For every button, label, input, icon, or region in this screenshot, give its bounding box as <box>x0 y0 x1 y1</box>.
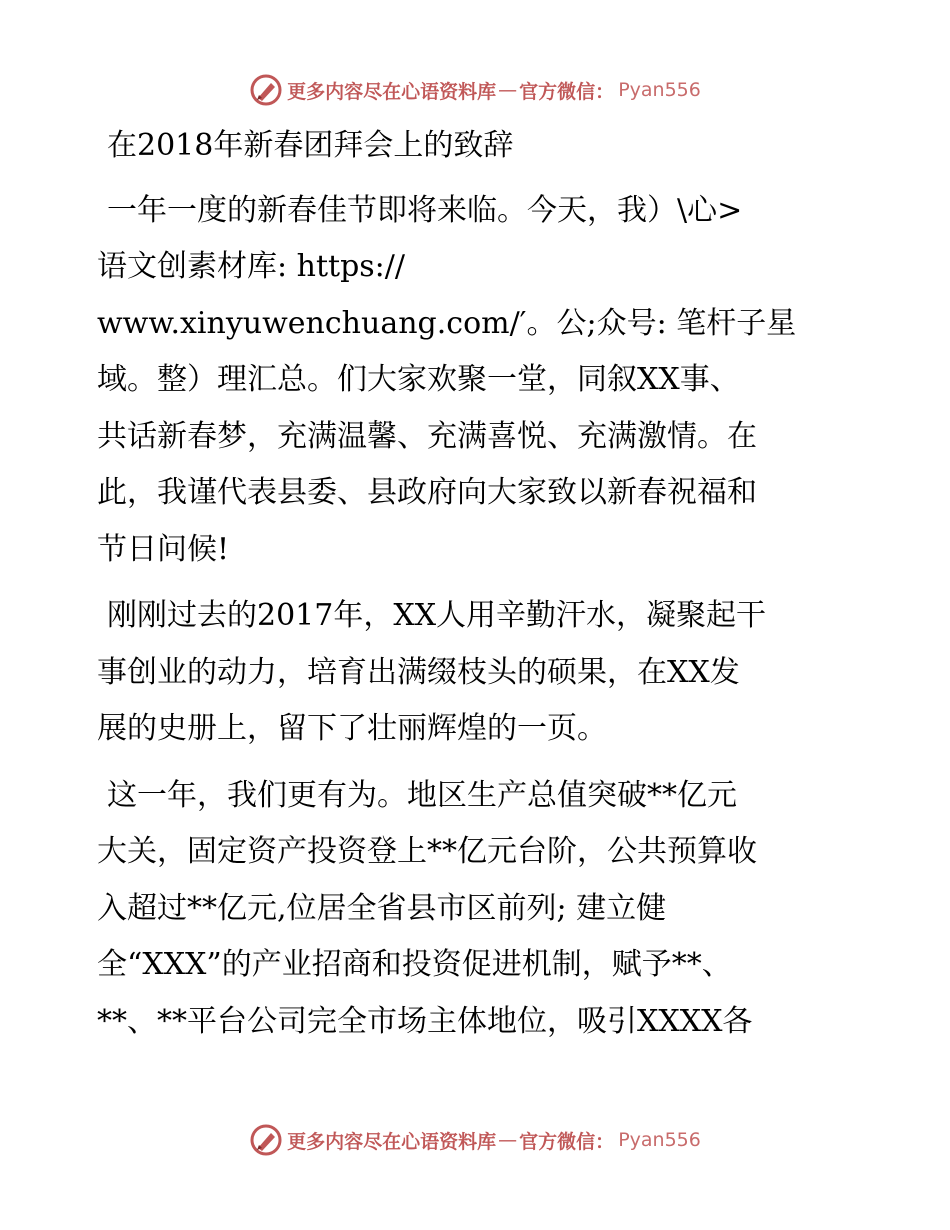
header-watermark-banner <box>0 70 950 110</box>
footer-watermark-banner <box>0 1120 950 1160</box>
text-line: 共话新春梦，充满温馨、充满喜悦、充满激情。在 <box>97 418 757 454</box>
document-title: 在2018年新春团拜会上的致辞 <box>107 128 514 163</box>
text-line: 节日问候! <box>97 531 230 567</box>
text-line: 语文创素材库: https:// <box>97 249 405 284</box>
paragraph <box>97 588 857 758</box>
text-line: **、**平台公司完全市场主体地位，吸引XXXX各 <box>97 1003 753 1039</box>
text-line: 事创业的动力，培育出满缀枝头的硕果，在XX发 <box>97 654 740 690</box>
banner-wechat-id: Pyan556 <box>618 79 701 101</box>
pen-logo-icon <box>249 1123 283 1157</box>
banner-wechat-label: 官方微信： <box>519 80 615 103</box>
text-line: 域。整）理汇总。们大家欢聚一堂，同叙XX事、 <box>97 362 740 397</box>
text-line: 一年一度的新春佳节即将来临。今天，我）\心> <box>107 192 743 228</box>
banner-separator: — <box>498 1129 518 1151</box>
banner-text: 更多内容尽在心语资料库 <box>287 1130 497 1153</box>
text-line: www.xinyuwenchuang.com/′。公;众号: 笔杆子星 <box>97 305 797 341</box>
banner-text: 更多内容尽在心语资料库 <box>287 80 497 103</box>
document-body <box>97 118 857 1060</box>
text-line: 展的史册上，留下了壮丽辉煌的一页。 <box>97 711 607 746</box>
text-line: 大关，固定资产投资登上**亿元台阶，公共预算收 <box>97 834 757 869</box>
banner-wechat-label: 官方微信： <box>519 1130 615 1153</box>
text-line: 入超过**亿元,位居全省县市区前列; 建立健 <box>97 890 667 926</box>
text-line: 此，我谨代表县委、县政府向大家致以新春祝福和 <box>97 475 757 510</box>
paragraph <box>97 183 857 579</box>
text-line: 全“XXX”的产业招商和投资促进机制，赋予**、 <box>97 947 732 982</box>
banner-wechat-id: Pyan556 <box>618 1129 701 1151</box>
banner-separator: — <box>498 79 518 101</box>
pen-logo-icon <box>249 73 283 107</box>
text-line: 刚刚过去的2017年，XX人用辛勤汗水，凝聚起干 <box>107 598 767 633</box>
text-line: 这一年，我们更有为。地区生产总值突破**亿元 <box>107 777 737 813</box>
paragraph <box>97 768 857 1051</box>
